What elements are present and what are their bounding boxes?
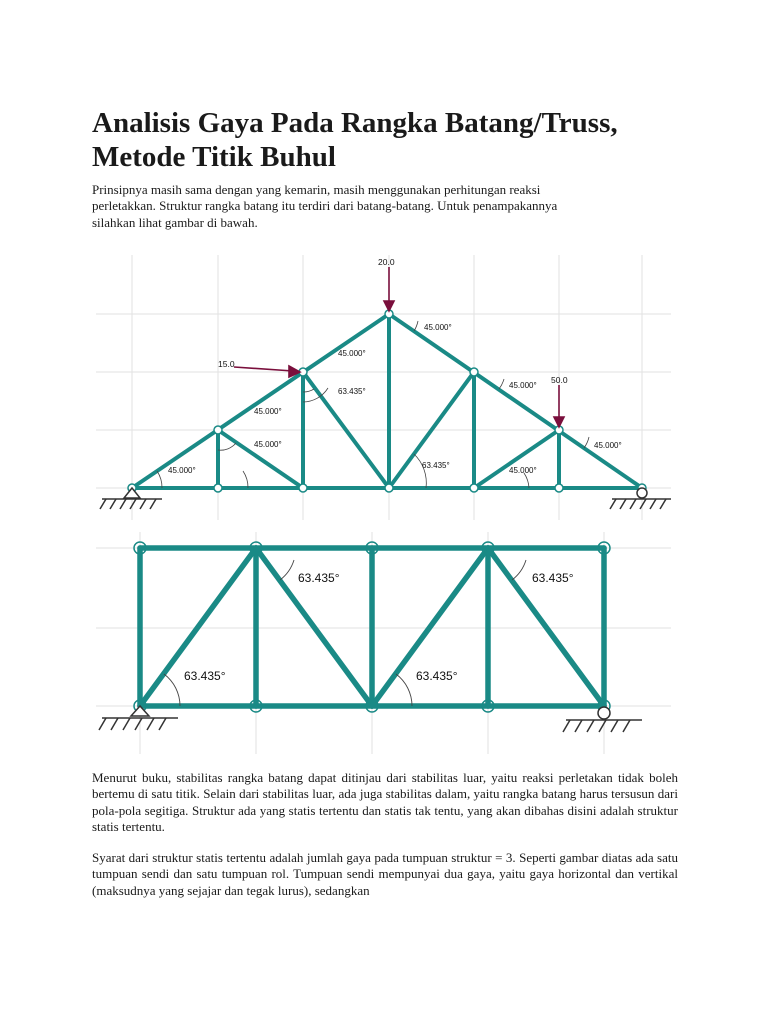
truss-members	[132, 314, 642, 488]
intro-line-1: Prinsipnya masih sama dengan yang kemarin, masih menggunakan perhitungan reaksi	[92, 182, 541, 197]
angle-upper-right: 45.000°	[509, 381, 537, 390]
angle-support-right: 45.000°	[594, 441, 622, 450]
title-line-2: Metode Titik Buhul	[92, 141, 336, 173]
pin-support-left	[100, 488, 162, 509]
load-labels	[218, 257, 568, 385]
intro-line-2: perletakkan. Struktur rangka batang itu terdiri dari batang-batang. Untuk penampakannya	[92, 198, 558, 214]
paragraph-requirements: Syarat dari struktur statis tertentu adalah jumlah gaya pada tumpuan struktur = 3. Seperti gambar diatas ada satu tumpuan sendi dan satu tumpuan rol. Tumpuan sendi mempunyai dua gaya, yaitu gaya horizontal dan vertikal (maksudnya yang sejajar dan tegak lurus), sedangkan	[92, 850, 678, 898]
load-arrows	[234, 267, 564, 427]
angle-bottom-right: 45.000°	[509, 466, 537, 475]
load-arrow-left	[234, 367, 293, 371]
roller-support-right	[610, 488, 671, 509]
title-line-1: Analisis Gaya Pada Rangka Batang/Truss,	[92, 107, 618, 139]
angle-arcs	[164, 560, 526, 706]
angle-bottom-left: 63.435°	[184, 669, 226, 683]
article-title	[92, 106, 692, 174]
angle-arcs	[157, 321, 589, 488]
angle-diag-left: 63.435°	[338, 387, 366, 396]
roof-truss-figure	[96, 255, 671, 520]
angle-support-left: 45.000°	[168, 466, 196, 475]
angle-upper-left: 45.000°	[338, 349, 366, 358]
load-label-right: 50.0	[551, 375, 568, 385]
angle-center-right: 63.435°	[422, 461, 450, 470]
load-label-left: 15.0	[218, 359, 235, 369]
angle-top-left: 63.435°	[298, 571, 340, 585]
angle-mid-left-upper: 45.000°	[254, 407, 282, 416]
pin-support-left	[99, 706, 178, 730]
load-label-top: 20.0	[378, 257, 395, 267]
angle-apex-right: 45.000°	[424, 323, 452, 332]
angle-mid-left-lower: 45.000°	[254, 440, 282, 449]
paragraph-stability: Menurut buku, stabilitas rangka batang dapat ditinjau dari stabilitas luar, yaitu reaksi perletakan tidak boleh bertemu di satu titik. Selain dari stabilitas luar, ada juga stabilitas dalam, yaitu rangka batang harus tersusun dari pola-pola segitiga. Struktur ada yang statis tertentu dan statis tak tentu, yang akan dibahas disini adalah struktur statis tertentu.	[92, 770, 678, 835]
parallel-truss-figure	[96, 532, 671, 754]
angle-labels	[168, 323, 622, 475]
angle-top-right: 63.435°	[532, 571, 574, 585]
roller-support-right	[563, 707, 642, 732]
angle-bottom-middle: 63.435°	[416, 669, 458, 683]
intro-paragraph	[92, 182, 678, 231]
intro-line-3: silahkan lihat gambar di bawah.	[92, 214, 258, 230]
